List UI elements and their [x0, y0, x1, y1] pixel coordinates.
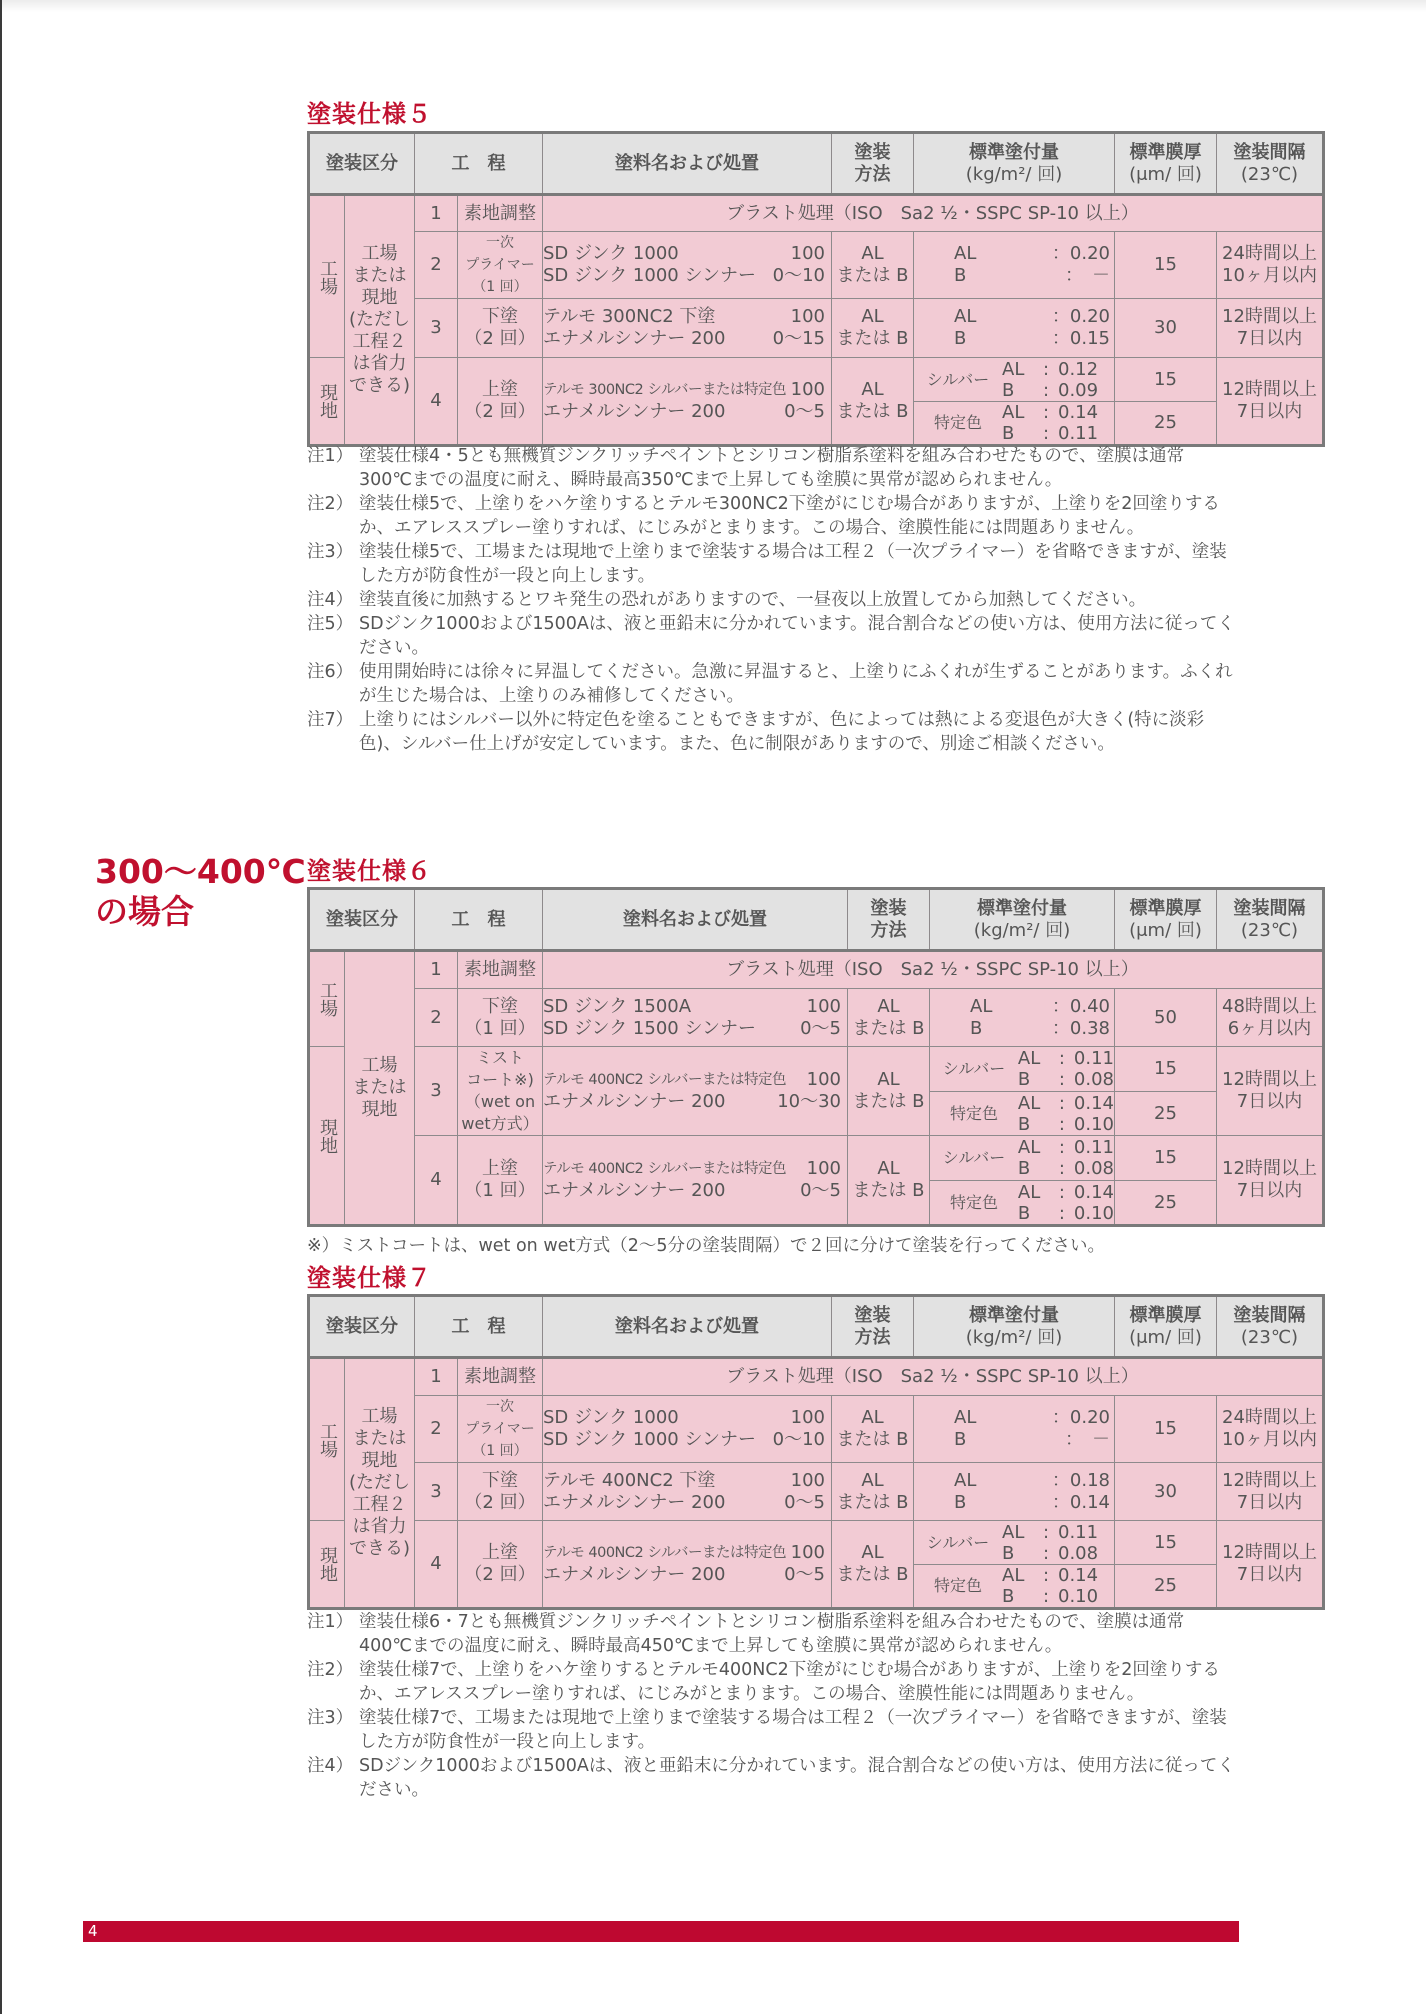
- step-name: 下塗 （1 回）: [458, 989, 543, 1047]
- thickness-cell: 30: [1115, 1463, 1217, 1521]
- header-interval: 塗装間隔 (23℃): [1217, 1296, 1324, 1358]
- note-item: 注2） 塗装仕様5で、上塗りをハケ塗りするとテルモ300NC2下塗がにじむ場合がありますが、上塗りを2回塗りするか、エアレススプレー塗りすれば、にじみがとまります。この場合、塗膜性能には問題ありません。: [307, 494, 1220, 538]
- paint-cell: テルモ 300NC2 シルバーまたは特定色 100 エナメルシンナー 200 0〜5: [543, 358, 832, 446]
- rate-color-cell: 特定色 AL : 0.14 B : 0.11: [914, 402, 1115, 446]
- thickness-color: 25: [1115, 402, 1217, 446]
- method-cell: AL または B: [832, 358, 914, 446]
- step-number: 1: [415, 1358, 458, 1396]
- note-item: 注1） 塗装仕様6・7とも無機質ジンクリッチペイントとシリコン樹脂系塗料を組み合わせたもので、塗膜は通常400℃までの温度に耐え、瞬時最高450℃まで上昇しても塗膜に異常が認められません。: [307, 1612, 1185, 1656]
- method-cell: AL または B: [832, 232, 914, 299]
- step-number: 3: [415, 1463, 458, 1521]
- division-site: 現地: [309, 358, 345, 446]
- thickness-silver: 15: [1115, 1521, 1217, 1565]
- interval-cell: 12時間以上 7日以内: [1217, 299, 1324, 358]
- interval-cell: 48時間以上 6ヶ月以内: [1217, 989, 1324, 1047]
- interval-cell: 12時間以上 7日以内: [1217, 1047, 1324, 1136]
- method-cell: AL または B: [848, 1136, 930, 1226]
- note-item: 注4） 塗装直後に加熱するとワキ発生の恐れがありますので、一昼夜以上放置してから加熱してください。: [307, 590, 1147, 610]
- interval-cell: 12時間以上 7日以内: [1217, 1521, 1324, 1609]
- rate-cell: AL ：0.20 B ： －: [914, 232, 1115, 299]
- thickness-cell: 30: [1115, 299, 1217, 358]
- note-item: 注3） 塗装仕様7で、工場または現地で上塗りまで塗装する場合は工程２（一次プライマー）を省略できますが、塗装した方が防食性が一段と向上します。: [307, 1708, 1227, 1752]
- step-name: 下塗 （2 回）: [458, 299, 543, 358]
- paint-cell: テルモ 400NC2 下塗 100 エナメルシンナー 200 0〜5: [543, 1463, 832, 1521]
- step-name: 上塗 （2 回）: [458, 1521, 543, 1609]
- surface-prep-text: ブラスト処理（ISO Sa2 ½・SSPC SP-10 以上）: [543, 1358, 1324, 1396]
- method-cell: AL または B: [832, 1521, 914, 1609]
- step-number: 2: [415, 1396, 458, 1463]
- step-number: 2: [415, 232, 458, 299]
- method-cell: AL または B: [832, 1396, 914, 1463]
- paint-cell: SD ジンク 1000 100 SD ジンク 1000 シンナー 0〜10: [543, 232, 832, 299]
- division-factory: 工場: [309, 951, 345, 1047]
- paint-cell: テルモ 300NC2 下塗 100 エナメルシンナー 200 0〜15: [543, 299, 832, 358]
- note-item: 注1） 塗装仕様4・5とも無機質ジンクリッチペイントとシリコン樹脂系塗料を組み合わせたもので、塗膜は通常300℃までの温度に耐え、瞬時最高350℃まで上昇しても塗膜に異常が認められません。: [307, 446, 1185, 490]
- step-number: 4: [415, 1136, 458, 1226]
- rate-color-cell: 特定色 AL : 0.14 B : 0.10: [930, 1092, 1115, 1136]
- division-factory: 工場: [309, 1358, 345, 1521]
- note-item: 注2） 塗装仕様7で、上塗りをハケ塗りするとテルモ400NC2下塗がにじむ場合がありますが、上塗りを2回塗りするか、エアレススプレー塗りすれば、にじみがとまります。この場合、塗膜性能には問題ありません。: [307, 1660, 1220, 1704]
- paint-cell: テルモ 400NC2 シルバーまたは特定色 100 エナメルシンナー 200 0〜5: [543, 1136, 848, 1226]
- rate-silver-cell: シルバー AL : 0.11 B : 0.08: [930, 1136, 1115, 1181]
- header-method: 塗装 方法: [848, 889, 930, 951]
- rate-silver-cell: シルバー AL : 0.12 B : 0.09: [914, 358, 1115, 402]
- header-method: 塗装 方法: [832, 1296, 914, 1358]
- spec5-notes: [307, 444, 1237, 756]
- division-site: 現地: [309, 1521, 345, 1609]
- thickness-color: 25: [1115, 1181, 1217, 1226]
- note-item: 注4） SDジンク1000および1500Aは、液と亜鉛末に分かれています。混合割合などの使い方は、使用方法に従ってください。: [307, 1756, 1235, 1800]
- spec7-title: 塗装仕様７: [307, 1264, 432, 1292]
- thickness-color: 25: [1115, 1565, 1217, 1609]
- rate-cell: AL ：0.18 B ：0.14: [914, 1463, 1115, 1521]
- rate-cell: AL ：0.40 B ：0.38: [930, 989, 1115, 1047]
- paint-cell: テルモ 400NC2 シルバーまたは特定色 100 エナメルシンナー 200 10〜30: [543, 1047, 848, 1136]
- step-name: 上塗 （1 回）: [458, 1136, 543, 1226]
- header-paint: 塗料名および処置: [543, 889, 848, 951]
- surface-prep-text: ブラスト処理（ISO Sa2 ½・SSPC SP-10 以上）: [543, 951, 1324, 989]
- header-thickness: 標準膜厚 (μm/ 回): [1115, 1296, 1217, 1358]
- page-number-bar: [83, 1921, 1239, 1942]
- step-name: 上塗 （2 回）: [458, 358, 543, 446]
- note-item: 注3） 塗装仕様5で、工場または現地で上塗りまで塗装する場合は工程２（一次プライマー）を省略できますが、塗装した方が防食性が一段と向上します。: [307, 542, 1227, 586]
- header-rate: 標準塗付量 (kg/m²/ 回): [914, 1296, 1115, 1358]
- paint-cell: テルモ 400NC2 シルバーまたは特定色 100 エナメルシンナー 200 0〜5: [543, 1521, 832, 1609]
- header-process: 工 程: [415, 133, 543, 195]
- paint-cell: SD ジンク 1000 100 SD ジンク 1000 シンナー 0〜10: [543, 1396, 832, 1463]
- rate-color-cell: 特定色 AL : 0.14 B : 0.10: [930, 1181, 1115, 1226]
- step-number: 4: [415, 358, 458, 446]
- page-number: 4: [88, 1922, 98, 1940]
- division-note: 工場 または 現地: [345, 951, 415, 1226]
- page-left-edge: [0, 0, 2, 2014]
- interval-cell: 24時間以上 10ヶ月以内: [1217, 1396, 1324, 1463]
- rate-cell: AL ：0.20 B ： －: [914, 1396, 1115, 1463]
- thickness-silver: 15: [1115, 1136, 1217, 1181]
- step-name: ミスト コート※) （wet on wet方式）: [458, 1047, 543, 1136]
- thickness-silver: 15: [1115, 1047, 1217, 1092]
- spec6-table: [307, 887, 1325, 1227]
- rate-cell: AL ：0.20 B ：0.15: [914, 299, 1115, 358]
- spec5-table: [307, 131, 1325, 447]
- note-item: 注7） 上塗りにはシルバー以外に特定色を塗ることもできますが、色によっては熱による変退色が大きく(特に淡彩色)、シルバー仕上げが安定しています。また、色に制限がありますので、別途ご相談ください。: [307, 710, 1205, 754]
- spec7-notes: [307, 1610, 1237, 1802]
- step-number: 3: [415, 1047, 458, 1136]
- spec5-title: 塗装仕様５: [307, 100, 432, 128]
- mist-coat-note: ※）ミストコートは、wet on wet方式（2〜5分の塗装間隔）で２回に分けて塗装を行ってください。: [307, 1236, 1106, 1256]
- interval-cell: 12時間以上 7日以内: [1217, 1463, 1324, 1521]
- header-rate: 標準塗付量 (kg/m²/ 回): [914, 133, 1115, 195]
- paint-cell: SD ジンク 1500A 100 SD ジンク 1500 シンナー 0〜5: [543, 989, 848, 1047]
- step-number: 4: [415, 1521, 458, 1609]
- method-cell: AL または B: [832, 1463, 914, 1521]
- header-thickness: 標準膜厚 (μm/ 回): [1115, 889, 1217, 951]
- header-method: 塗装 方法: [832, 133, 914, 195]
- note-item: 注6） 使用開始時には徐々に昇温してください。急激に昇温すると、上塗りにふくれが生ずることがあります。ふくれが生じた場合は、上塗りのみ補修してください。: [307, 662, 1233, 706]
- spec6-title: 塗装仕様６: [307, 857, 432, 885]
- thickness-color: 25: [1115, 1092, 1217, 1136]
- interval-cell: 12時間以上 7日以内: [1217, 1136, 1324, 1226]
- header-division: 塗装区分: [309, 133, 415, 195]
- thickness-cell: 15: [1115, 1396, 1217, 1463]
- step-name: 一次 プライマー （1 回）: [458, 1396, 543, 1463]
- thickness-cell: 15: [1115, 232, 1217, 299]
- rate-silver-cell: シルバー AL : 0.11 B : 0.08: [914, 1521, 1115, 1565]
- header-thickness: 標準膜厚 (μm/ 回): [1115, 133, 1217, 195]
- header-rate: 標準塗付量 (kg/m²/ 回): [930, 889, 1115, 951]
- step-number: 2: [415, 989, 458, 1047]
- header-interval: 塗装間隔 (23℃): [1217, 133, 1324, 195]
- header-process: 工 程: [415, 889, 543, 951]
- thickness-silver: 15: [1115, 358, 1217, 402]
- header-division: 塗装区分: [309, 889, 415, 951]
- division-site: 現地: [309, 1047, 345, 1226]
- step-number: 3: [415, 299, 458, 358]
- note-item: 注5） SDジンク1000および1500Aは、液と亜鉛末に分かれています。混合割合などの使い方は、使用方法に従ってください。: [307, 614, 1235, 658]
- division-factory: 工場: [309, 195, 345, 358]
- step-number: 1: [415, 951, 458, 989]
- interval-cell: 24時間以上 10ヶ月以内: [1217, 232, 1324, 299]
- header-division: 塗装区分: [309, 1296, 415, 1358]
- rate-color-cell: 特定色 AL : 0.14 B : 0.10: [914, 1565, 1115, 1609]
- surface-prep-text: ブラスト処理（ISO Sa2 ½・SSPC SP-10 以上）: [543, 195, 1324, 232]
- step-name: 一次 プライマー （1 回）: [458, 232, 543, 299]
- step-number: 1: [415, 195, 458, 232]
- interval-cell: 12時間以上 7日以内: [1217, 358, 1324, 446]
- header-paint: 塗料名および処置: [543, 133, 832, 195]
- method-cell: AL または B: [832, 299, 914, 358]
- page-top-shade: [2, 0, 1426, 12]
- step-name: 素地調整: [458, 951, 543, 989]
- header-paint: 塗料名および処置: [543, 1296, 832, 1358]
- spec7-table: [307, 1294, 1325, 1610]
- method-cell: AL または B: [848, 989, 930, 1047]
- header-interval: 塗装間隔 (23℃): [1217, 889, 1324, 951]
- header-process: 工 程: [415, 1296, 543, 1358]
- method-cell: AL または B: [848, 1047, 930, 1136]
- thickness-cell: 50: [1115, 989, 1217, 1047]
- division-note: 工場 または 現地 (ただし 工程２ は省力 できる): [345, 1358, 415, 1609]
- rate-silver-cell: シルバー AL : 0.11 B : 0.08: [930, 1047, 1115, 1092]
- step-name: 素地調整: [458, 1358, 543, 1396]
- step-name: 下塗 （2 回）: [458, 1463, 543, 1521]
- step-name: 素地調整: [458, 195, 543, 232]
- division-note: 工場 または 現地 (ただし 工程２ は省力 できる): [345, 195, 415, 446]
- temperature-range-heading: 300〜400℃ の場合: [95, 852, 306, 931]
